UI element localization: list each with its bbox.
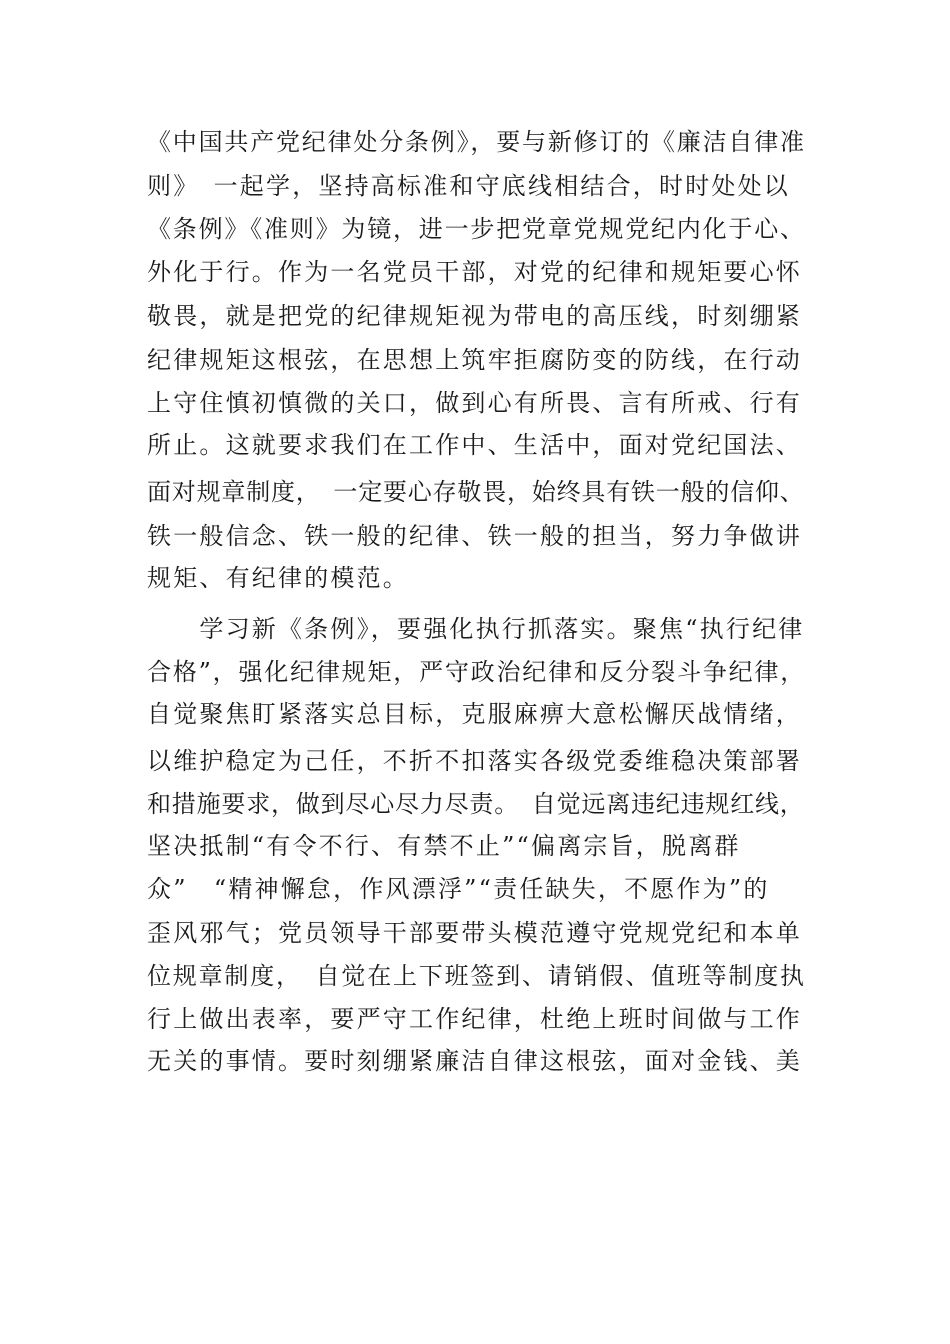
text-line: 《中国共产党纪律处分条例》，要与新修订的《廉洁自律准 <box>147 128 806 156</box>
text-line: 敬畏，就是把党的纪律规矩视为带电的高压线，时刻绷紧 <box>147 302 802 330</box>
text-line: 铁一般信念、铁一般的纪律、铁一般的担当，努力争做讲 <box>147 522 802 550</box>
text-line: 所止。这就要求我们在工作中、生活中，面对党纪国法、 <box>147 431 802 459</box>
text-line: 合格”，强化纪律规矩，严守政治纪律和反分裂斗争纪律， <box>147 658 807 686</box>
text-line: 学习新《条例》，要强化执行抓落实。聚焦“执行纪律 <box>147 615 805 643</box>
text-line: 坚决抵制“有令不行、有禁不止”“偏离宗旨，脱离群 <box>147 832 741 860</box>
text-line: 行上做出表率，要严守工作纪律，杜绝上班时间做与工作 <box>147 1005 802 1033</box>
text-line: 则》 一起学，坚持高标准和守底线相结合，时时处处以 <box>147 172 790 200</box>
text-line: 《条例》《准则》为镜，进一步把党章党规党纪内化于心、 <box>147 215 806 243</box>
text-line: 众” “精神懈怠，作风漂浮”“责任缺失，不愿作为”的 <box>147 875 770 903</box>
text-line: 外化于行。作为一名党员干部，对党的纪律和规矩要心怀 <box>147 258 802 286</box>
text-line: 和措施要求，做到尽心尽力尽责。 自觉远离违纪违规红线， <box>147 790 805 818</box>
text-line: 无关的事情。要时刻绷紧廉洁自律这根弦，面对金钱、美 <box>147 1047 802 1075</box>
text-line: 规矩、有纪律的模范。 <box>147 564 409 592</box>
text-line: 位规章制度， 自觉在上下班签到、请销假、值班等制度执 <box>147 962 806 990</box>
text-line: 纪律规矩这根弦，在思想上筑牢拒腐防变的防线，在行动 <box>147 346 802 374</box>
text-line: 面对规章制度， 一定要心存敬畏，始终具有铁一般的信仰、 <box>147 478 805 506</box>
text-line: 歪风邪气；党员领导干部要带头模范遵守党规党纪和本单 <box>147 919 802 947</box>
text-line: 以维护稳定为己任，不折不扣落实各级党委维稳决策部署 <box>147 747 802 775</box>
text-line: 自觉聚焦盯紧落实总目标，克服麻痹大意松懈厌战情绪， <box>147 700 802 728</box>
text-line: 上守住慎初慎微的关口，做到心有所畏、言有所戒、行有 <box>147 389 802 417</box>
